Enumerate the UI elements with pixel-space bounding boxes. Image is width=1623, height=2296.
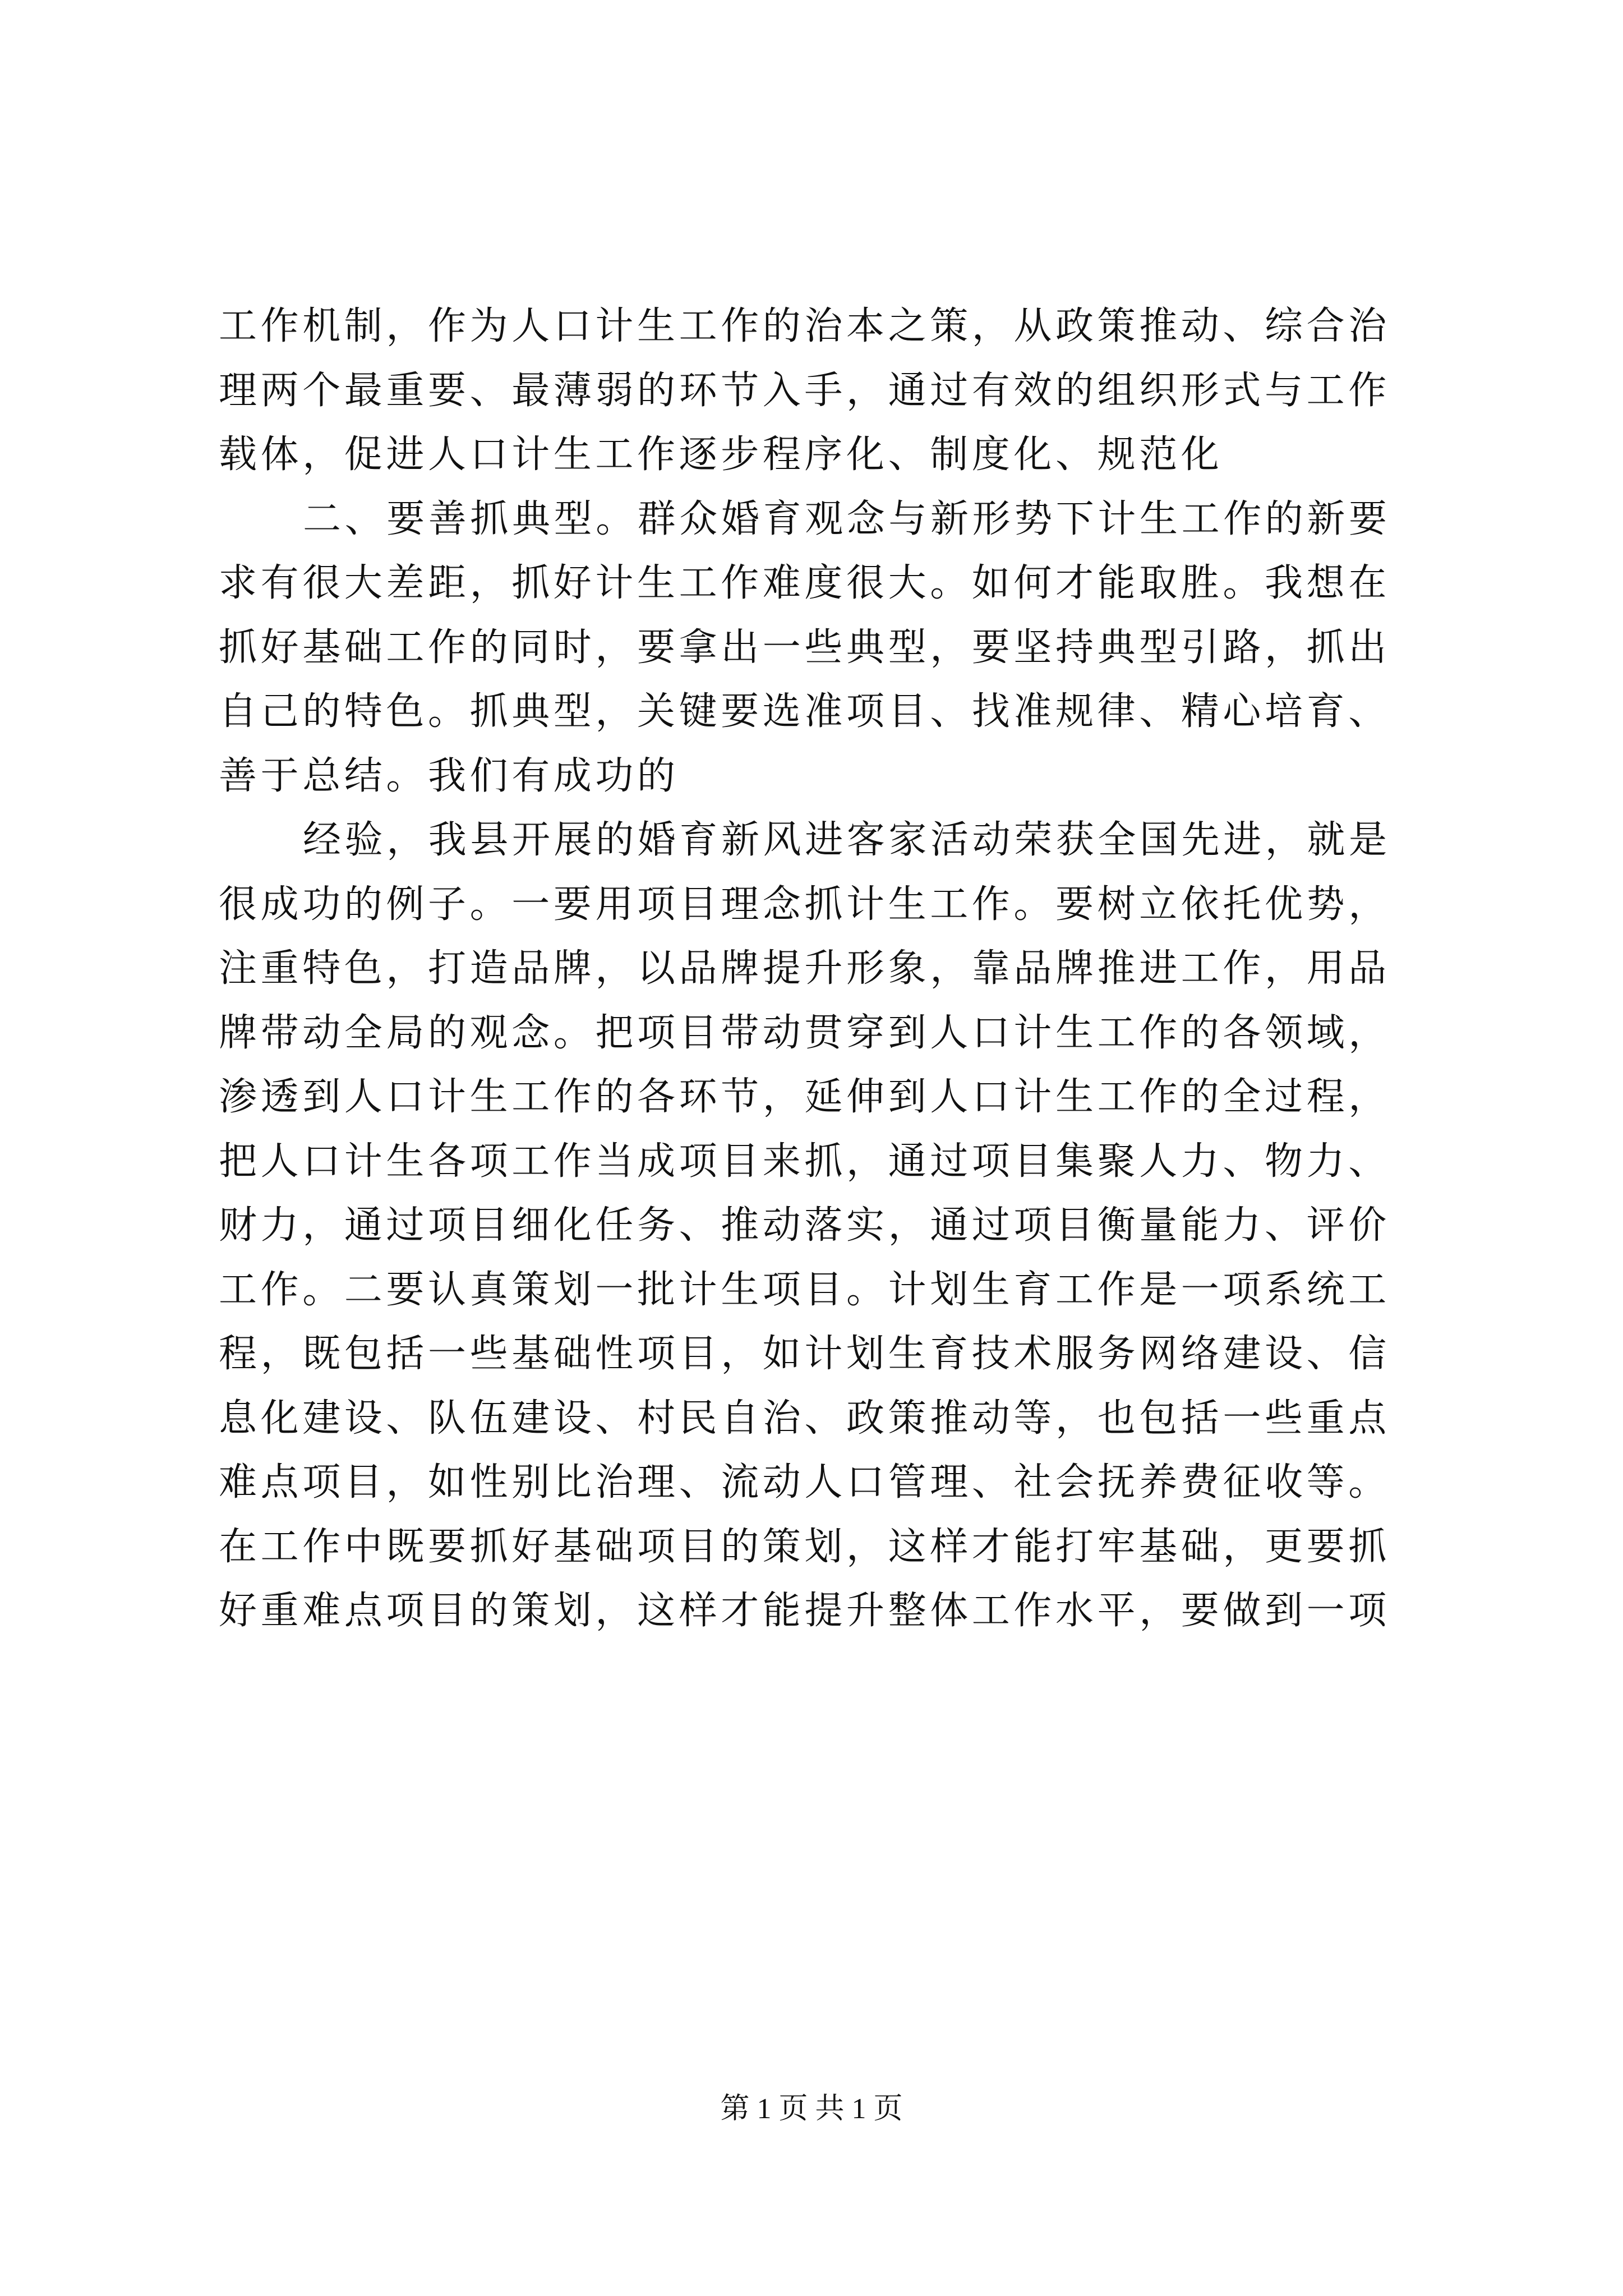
text-line: 注重特色，打造品牌，以品牌提升形象，靠品牌推进工作，用品: [219, 946, 1390, 991]
paragraph-2: [219, 487, 1408, 809]
text-line: 二、要善抓典型。群众婚育观念与新形势下计生工作的新要: [303, 496, 1391, 541]
paragraph-3: [219, 808, 1408, 1644]
text-line: 善于总结。我们有成功的: [219, 753, 679, 798]
text-line: 工作。二要认真策划一批计生项目。计划生育工作是一项系统工: [219, 1267, 1390, 1312]
page-number-footer: 第 1 页 共 1 页: [720, 2093, 903, 2125]
text-line: 求有很大差距，抓好计生工作难度很大。如何才能取胜。我想在: [219, 561, 1390, 605]
text-line: 自己的特色。抓典型，关键要选准项目、找准规律、精心培育、: [219, 689, 1390, 734]
text-line: 难点项目，如性别比治理、流动人口管理、社会抚养费征收等。: [219, 1460, 1390, 1504]
text-line: 程，既包括一些基础性项目，如计划生育技术服务网络建设、信: [219, 1332, 1390, 1376]
text-line: 财力，通过项目细化任务、推动落实，通过项目衡量能力、评价: [219, 1203, 1390, 1248]
paragraph-1: [219, 295, 1408, 487]
text-line: 把人口计生各项工作当成项目来抓，通过项目集聚人力、物力、: [219, 1139, 1390, 1184]
text-line: 好重难点项目的策划，这样才能提升整体工作水平，要做到一项: [219, 1589, 1390, 1633]
text-line: 工作机制，作为人口计生工作的治本之策，从政策推动、综合治: [219, 304, 1390, 348]
text-line: 息化建设、队伍建设、村民自治、政策推动等，也包括一些重点: [219, 1396, 1390, 1441]
text-line: 载体，促进人口计生工作逐步程序化、制度化、规范化: [219, 432, 1223, 477]
text-line: 经验，我县开展的婚育新风进客家活动荣获全国先进，就是: [303, 818, 1391, 862]
text-line: 理两个最重要、最薄弱的环节入手，通过有效的组织形式与工作: [219, 368, 1390, 413]
text-line: 牌带动全局的观念。把项目带动贯穿到人口计生工作的各领域，: [219, 1010, 1390, 1055]
text-line: 抓好基础工作的同时，要拿出一些典型，要坚持典型引路，抓出: [219, 625, 1390, 670]
text-line: 很成功的例子。一要用项目理念抓计生工作。要树立依托优势，: [219, 882, 1390, 927]
text-line: 渗透到人口计生工作的各环节，延伸到人口计生工作的全过程，: [219, 1075, 1390, 1119]
text-line: 在工作中既要抓好基础项目的策划，这样才能打牢基础，更要抓: [219, 1524, 1390, 1569]
body-text: [219, 295, 1408, 1644]
